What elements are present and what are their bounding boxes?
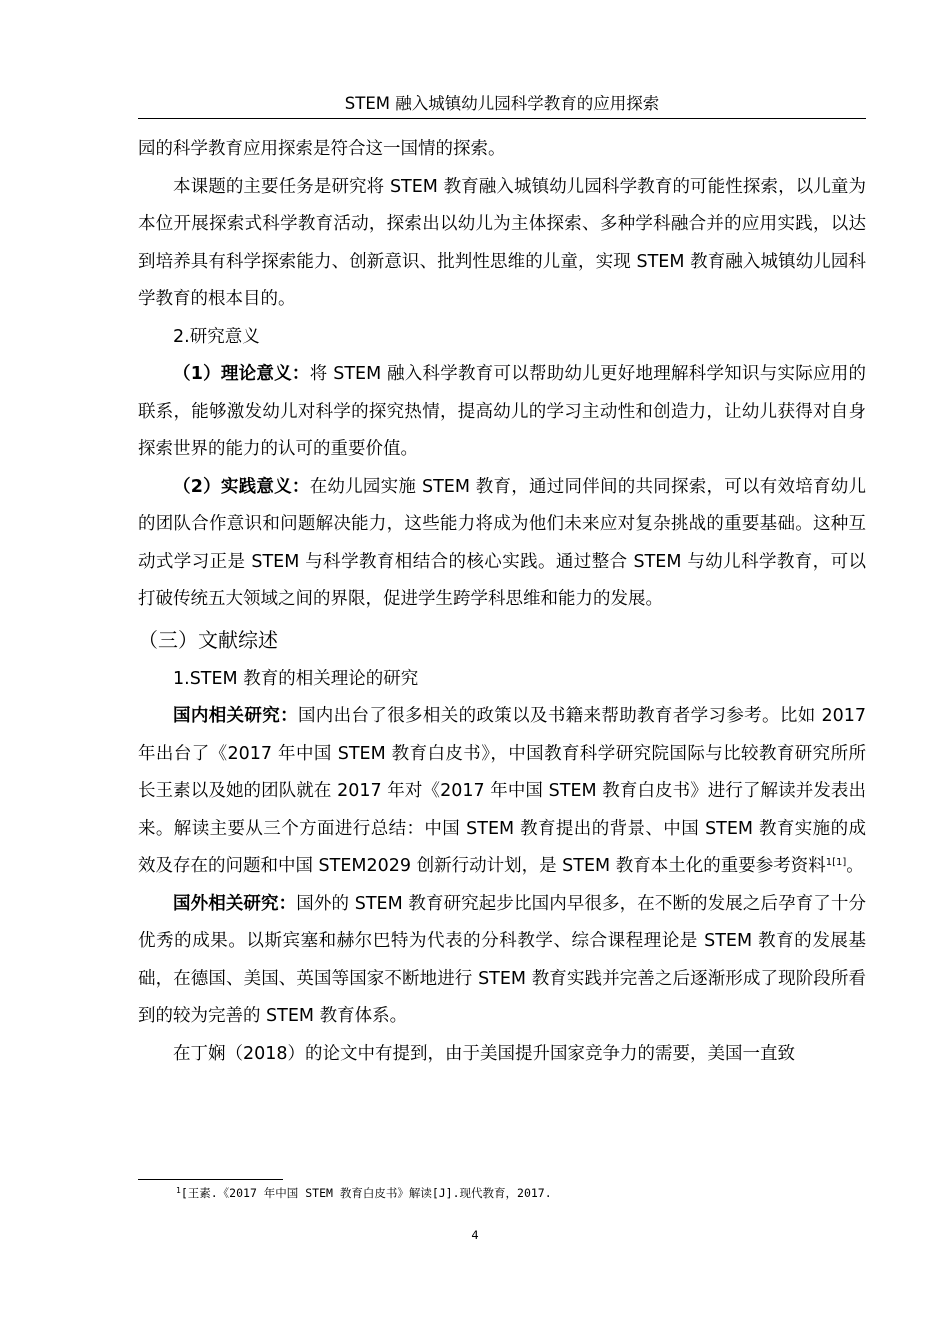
body-text <box>138 131 866 1073</box>
paragraph-domestic-research <box>138 698 866 886</box>
paragraph-main-task: 本课题的主要任务是研究将 STEM 教育融入城镇幼儿园科学教育的可能性探索，以儿童为本位开展探索式科学教育活动，探索出以幼儿为主体探索、多种学科融合并的应用实践，以达到培养具有科学探索能力、创新意识、批判性思维的儿童，实现 STEM 教育融入城镇幼儿园科学教育的根本目的。 <box>138 176 866 309</box>
subheading-stem-theory: 1.STEM 教育的相关理论的研究 <box>173 668 419 689</box>
paragraph-foreign-research <box>138 886 866 1036</box>
footnote-text: [王素.《2017 年中国 STEM 教育白皮书》解读[J].现代教育，2017. <box>180 1186 552 1200</box>
running-header: STEM 融入城镇幼儿园科学教育的应用探索 <box>344 94 660 113</box>
subheading-significance: 2.研究意义 <box>173 326 260 347</box>
foreign-label: 国外相关研究： <box>173 893 297 914</box>
paragraph-theory-significance <box>138 356 866 469</box>
domestic-text: 国内出台了很多相关的政策以及书籍来帮助教育者学习参考。比如 2017 年出台了《2017 年中国 STEM 教育白皮书》，中国教育科学研究院国际与比较教育研究所所长王素以及她的团队就在 2017 年对《2017 年中国 STEM 教育白皮书》进行了解读并发表出来。解读主要从三个方面进行总结：中国 STEM 教育提出的背景、中国 STEM 教育实施的成效及存在的问题和中国 STEM2029 创新行动计划，是 STEM 教育本土化的重要参考资料 <box>138 706 867 876</box>
paragraph-practice-significance <box>138 469 866 619</box>
footnote <box>176 1184 856 1202</box>
footnote-reference[interactable]: 1[1] <box>825 857 847 868</box>
page-number: 4 <box>471 1228 479 1242</box>
theory-label: （1）理论意义： <box>173 364 310 384</box>
paragraph-ding-xian: 在丁娴（2018）的论文中有提到，由于美国提升国家竞争力的需要，美国一直致 <box>173 1043 796 1064</box>
domestic-label: 国内相关研究： <box>173 706 298 726</box>
section-heading-literature-review: （三）文献综述 <box>138 627 278 652</box>
paragraph-continuation: 园的科学教育应用探索是符合这一国情的探索。 <box>138 139 506 159</box>
practice-label: （2）实践意义： <box>173 476 310 497</box>
foreign-text: 国外的 STEM 教育研究起步比国内早很多，在不断的发展之后孕育了十分优秀的成果。以斯宾塞和赫尔巴特为代表的分科教学、综合课程理论是 STEM 教育的发展基础，在德国、美国、英国等国家不断地进行 STEM 教育实践并完善之后逐渐形成了现阶段所看到的较为完善的 STEM 教育体系。 <box>138 893 867 1026</box>
footnote-separator <box>138 1179 283 1180</box>
theory-text: 将 STEM 融入科学教育可以帮助幼儿更好地理解科学知识与实际应用的联系，能够激发幼儿对科学的探究热情，提高幼儿的学习主动性和创造力，让幼儿获得对自身探索世界的能力的认可的重要价值。 <box>138 364 867 459</box>
practice-text: 在幼儿园实施 STEM 教育，通过同伴间的共同探索，可以有效培育幼儿的团队合作意识和问题解决能力，这些能力将成为他们未来应对复杂挑战的重要基础。这种互动式学习正是 STEM 与科学教育相结合的核心实践。通过整合 STEM 与幼儿科学教育，可以打破传统五大领域之间的界限，促进学生跨学科思维和能力的发展。 <box>138 476 867 609</box>
footnote-marker: 1 <box>176 1186 181 1195</box>
header-rule <box>138 118 866 119</box>
domestic-end: 。 <box>846 856 864 876</box>
